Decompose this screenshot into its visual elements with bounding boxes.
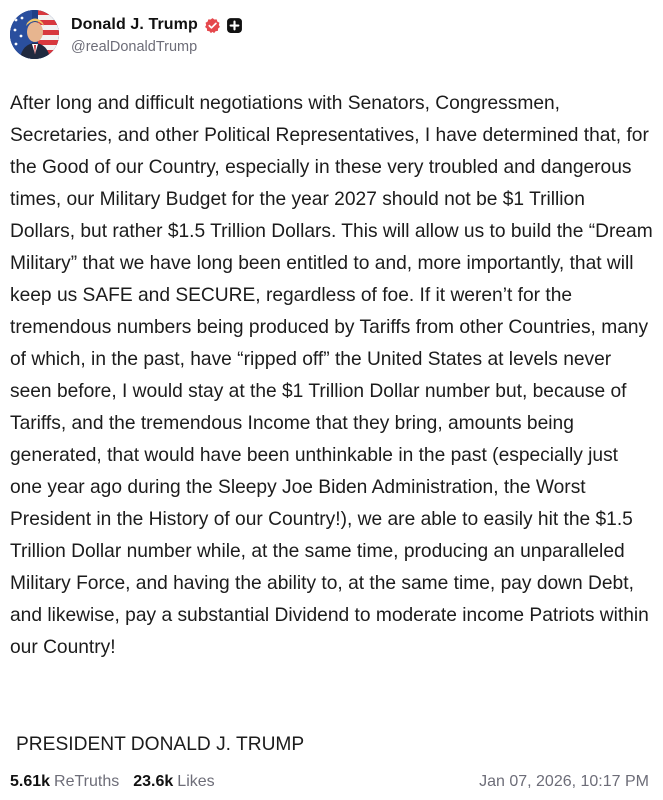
likes-count: 23.6k bbox=[133, 773, 174, 790]
avatar[interactable] bbox=[10, 10, 59, 59]
post-footer bbox=[10, 768, 649, 796]
post-signature: PRESIDENT DONALD J. TRUMP bbox=[16, 734, 305, 755]
verified-check-icon bbox=[204, 17, 221, 34]
name-row bbox=[71, 14, 243, 36]
author-display-name[interactable]: Donald J. Trump bbox=[71, 16, 198, 33]
author-identity bbox=[71, 14, 243, 55]
post-timestamp[interactable]: Jan 07, 2026, 10:17 PM bbox=[479, 773, 649, 790]
likes-label: Likes bbox=[177, 773, 215, 790]
author-handle[interactable]: @realDonaldTrump bbox=[71, 39, 198, 55]
post-text: After long and difficult negotiations with Senators, Congressmen, Secretaries, and other Political Representatives, I have determined that, for the Good of our Country, especially in these very troubled and dangerous times, our Military Budget for the year 2027 should not be $1 Trillion Dollars, but rather $1.5 Trillion Dollars. This will allow us to build the “Dream Military” that we have long been entitled to and, more importantly, that will keep us SAFE and SECURE, regardless of foe. If it weren’t for the tremendous numbers being produced by Tariffs from other Countries, many of which, in the past, have “ripped off” the United States at levels never seen before, I would stay at the $1 Trillion Dollar number but, because of Tariffs, and the tremendous Income that they bring, amounts being generated, that would have been unthinkable in the past (especially just one year ago during the Sleepy Joe Biden Administration, the Worst President in the History of our Country!), we are able to easily hit the $1.5 Trillion Dollar number while, at the same time, producing an unparalleled Military Force, and having the ability to, at the same time, pay down Debt, and likewise, pay a substantial Dividend to moderate income Patriots within our Country! bbox=[10, 93, 653, 658]
likes-stat[interactable] bbox=[133, 773, 214, 791]
avatar-flag-portrait-icon bbox=[10, 10, 59, 59]
retruths-count: 5.61k bbox=[10, 773, 51, 790]
post-header bbox=[10, 10, 243, 59]
plus-badge-icon bbox=[226, 17, 243, 34]
retruths-label: ReTruths bbox=[54, 773, 120, 790]
retruths-stat[interactable] bbox=[10, 773, 119, 791]
